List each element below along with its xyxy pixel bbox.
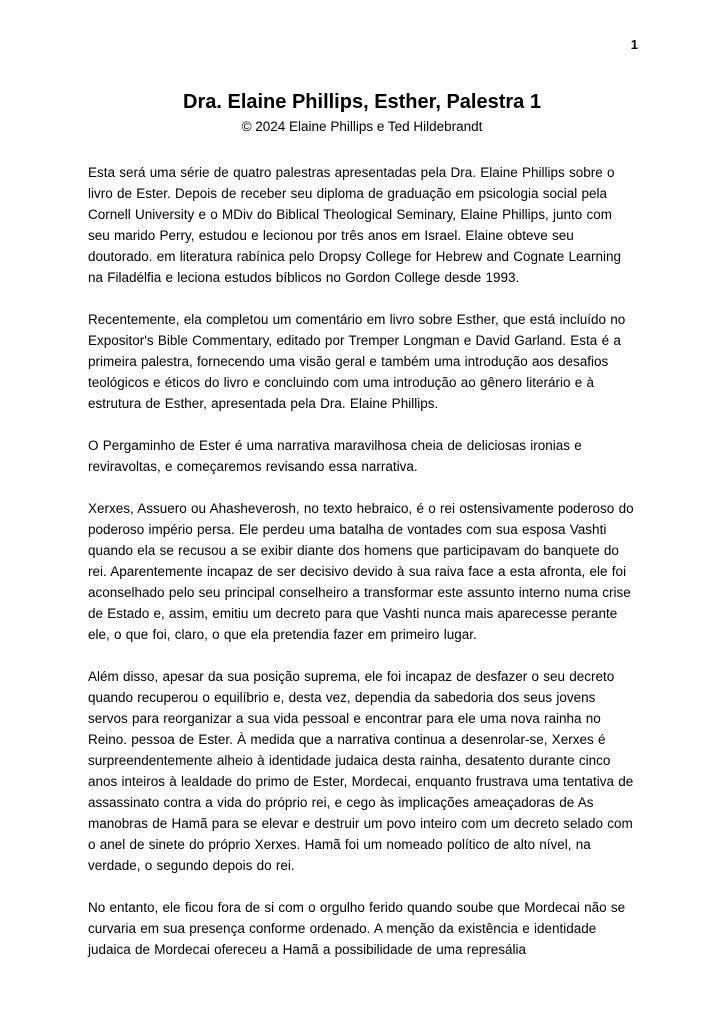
paragraph-xerxes-vashti: Xerxes, Assuero ou Ahasheverosh, no texto hebraico, é o rei ostensivamente poderoso do poderoso império persa. Ele perdeu uma batalha de vontades com sua esposa Vashti quando ela se recusou a se exibir diante dos homens que participavam do banquete do rei. Aparentemente incapaz de ser decisivo devido à sua raiva face a esta afronta, ele foi aconselhado pelo seu principal conselheiro a transformar este assunto interno numa crise de Estado e, assim, emitiu um decreto para que Vashti nunca mais aparecesse perante ele, o que foi, claro, o que ela pretendia fazer em primeiro lugar. [88, 500, 634, 642]
paragraph-new-queen-haman: Além disso, apesar da sua posição suprema, ele foi incapaz de desfazer o seu decreto quando recuperou o equilíbrio e, desta vez, dependia da sabedoria dos seus jovens servos para reorganizar a sua vida pessoal e encontrar para ele uma nova rainha no Reino. pessoa de Ester. À medida que a narrativa continua a desenrolar-se, Xerxes é surpreendentemente alheio à identidade judaica desta rainha, desatento durante cinco anos inteiros à lealdade do primo de Ester, Mordecai, enquanto frustrava uma tentativa de assassinato contra a vida do próprio rei, e cego às implicações ameaçadoras de As manobras de Hamã para se elevar e destruir um povo inteiro com um decreto selado com o anel de sinete do próprio Xerxes. Hamã foi um nomeado político de alto nível, na verdade, o segundo depois do rei. [88, 668, 634, 873]
paragraph-intro-speaker: Esta será uma série de quatro palestras apresentadas pela Dra. Elaine Phillips sobre o livro de Ester. Depois de receber seu diploma de graduação em psicologia social pela Cornell University e o MDiv do Biblical Theological Seminary, Elaine Phillips, junto com seu marido Perry, estudou e lecionou por três anos em Israel. Elaine obteve seu doutorado. em literatura rabínica pelo Dropsy College for Hebrew and Cognate Learning na Filadélfia e leciona estudos bíblicos no Gordon College desde 1993. [88, 164, 622, 285]
copyright-line: © 2024 Elaine Phillips e Ted Hildebrandt [241, 119, 483, 134]
page-number: 1 [630, 37, 638, 52]
document-body [88, 162, 636, 960]
paragraph-commentary-overview: Recentemente, ela completou um comentário em livro sobre Esther, que está incluído no Expositor's Bible Commentary, editado por Tremper Longman e David Garland. Esta é a primeira palestra, fornecendo uma visão geral e também uma introdução aos desafios teológicos e éticos do livro e concluindo com uma introdução ao gênero literário e à estrutura de Esther, apresentada pela Dra. Elaine Phillips. [88, 311, 626, 411]
paragraph-mordecai-pride: No entanto, ele ficou fora de si com o orgulho ferido quando soube que Mordecai não se curvaria em sua presença conforme ordenado. A menção da existência e identidade judaica de Mordecai ofereceu a Hamã a possibilidade de uma represália [88, 899, 626, 957]
paragraph-scroll-of-esther: O Pergaminho de Ester é uma narrativa maravilhosa cheia de deliciosas ironias e reviravoltas, e começaremos revisando essa narrativa. [88, 437, 582, 474]
document-title: Dra. Elaine Phillips, Esther, Palestra 1 [183, 91, 541, 113]
